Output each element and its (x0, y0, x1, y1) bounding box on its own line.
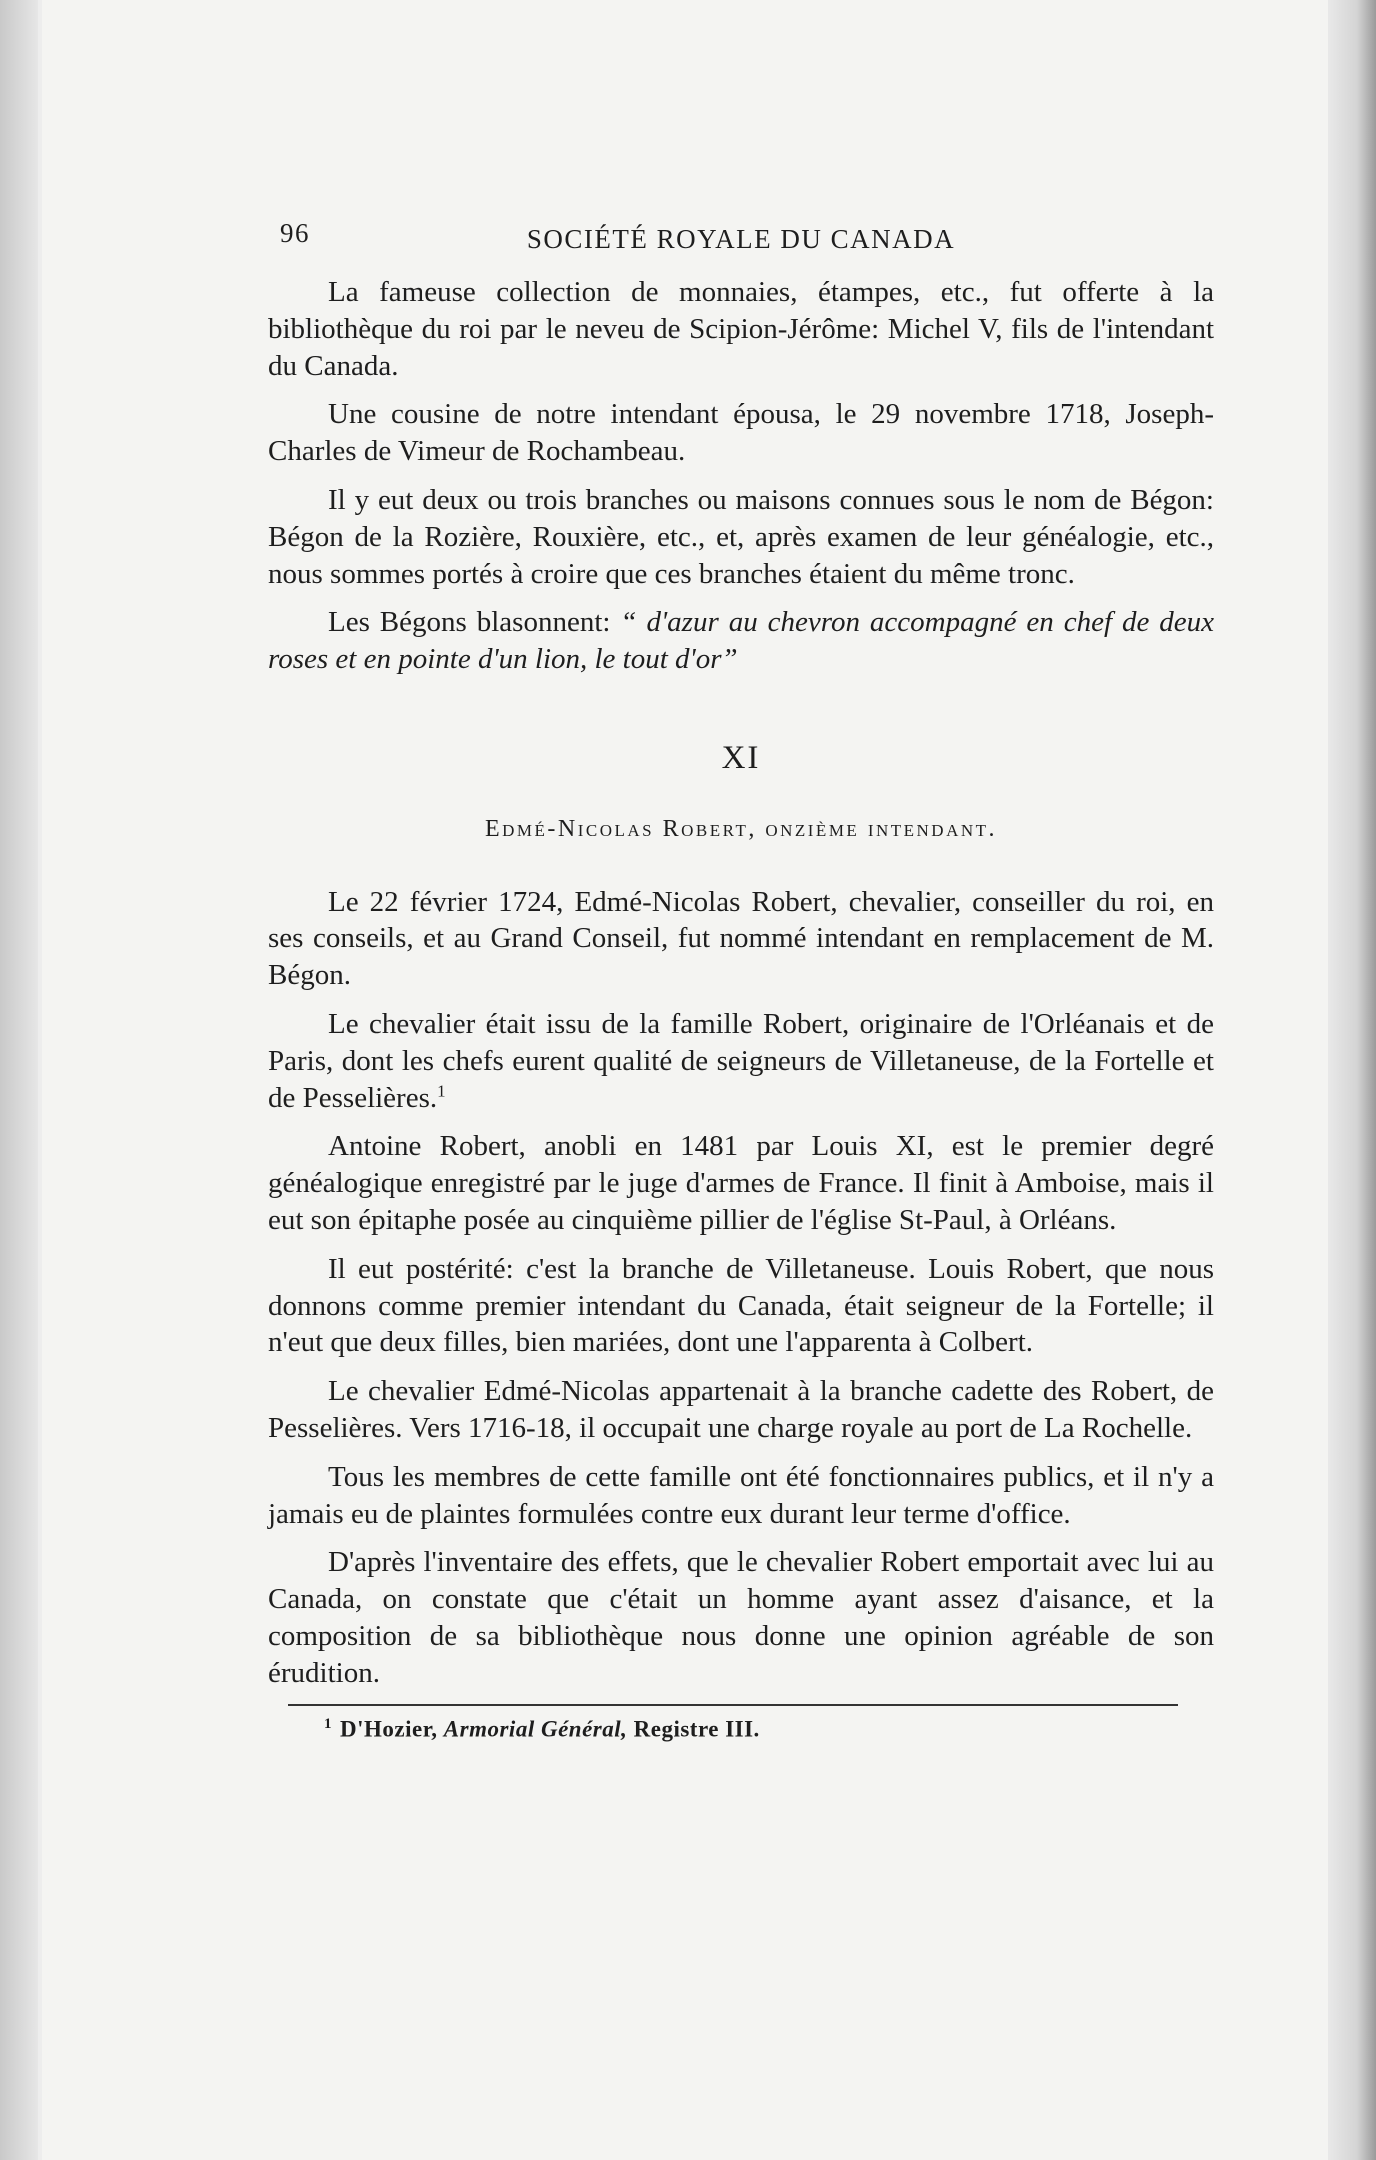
journal-title: SOCIÉTÉ ROYALE DU CANADA (526, 224, 956, 254)
chapter-title: Edmé-Nicolas Robert, onzième intendant. (484, 815, 998, 842)
running-head (268, 214, 1214, 254)
paragraph-branches: Il y eut deux ou trois branches ou maisons connues sous le nom de Bégon: Bégon de la Rozière, Rouxière, etc., et, après examen de leur généalogie, etc., nous sommes portés à croire que ces branches étaient du même tronc. (268, 483, 1214, 590)
page-content (268, 214, 1214, 1742)
paragraph-officials: Tous les membres de cette famille ont été fonctionnaires publics, et il n'y a jamais eu de plaintes formulées contre eux durant leur terme d'office. (268, 1460, 1214, 1530)
paragraph-origin (268, 1006, 1214, 1116)
footnote-marker: 1 (324, 1715, 332, 1732)
footnote-author: D'Hozier, (340, 1716, 444, 1742)
paragraph-antoine: Antoine Robert, anobli en 1481 par Louis XI, est le premier degré généalogique enregistré par le juge d'armes de France. Il finit à Amboise, mais il eut son épitaphe posée au cinquième pillier de l'église St-Paul, à Orléans. (268, 1130, 1214, 1236)
origin-text: Le chevalier était issu de la famille Robert, originaire de l'Orléanais et de Paris, dont les chefs eurent qualité de seigneurs de Villetaneuse, de la Fortelle et de Pesselières. (268, 1007, 1214, 1114)
paragraph-inventory: D'après l'inventaire des effets, que le chevalier Robert emportait avec lui au Canada, on constate que c'était un homme ayant assez d'aisance, et la composition de sa bibliothèque nous donne une opinion agréable de son érudition. (268, 1546, 1214, 1689)
paragraph-cadet-branch: Le chevalier Edmé-Nicolas appartenait à la branche cadette des Robert, de Pesselières. Vers 1716-18, il occupait une charge royale au port de La Rochelle. (268, 1375, 1214, 1444)
scan-right-margin (1328, 0, 1376, 2160)
paragraph-posterity: Il eut postérité: c'est la branche de Villetaneuse. Louis Robert, que nous donnons comme premier intendant du Canada, était seigneur de la Fortelle; il n'eut que deux filles, bien mariées, dont une l'apparenta à Colbert. (268, 1252, 1214, 1359)
scan-left-margin (0, 0, 38, 2160)
blazon-quote: “ d'azur au chevron accompagné en chef de deux roses et en pointe d'un lion, le tout d'or” (268, 606, 1214, 676)
paragraph-blazon (268, 604, 1214, 678)
footnote-rule (288, 1704, 1178, 1706)
page-number: 96 (280, 218, 310, 248)
paragraph-cousin: Une cousine de notre intendant épousa, le 29 novembre 1718, Joseph-Charles de Vimeur de Rochambeau. (268, 398, 1214, 468)
footnote-work: Armorial Général, (443, 1716, 628, 1742)
footnote (324, 1716, 1214, 1743)
book-page (42, 0, 1328, 2160)
footnote-reference: 1 (437, 1080, 446, 1100)
body-text (268, 274, 1214, 1692)
blazon-lead: Les Bégons blasonnent: (328, 606, 621, 639)
chapter-numeral: XI (721, 739, 761, 776)
paragraph-appointment: Le 22 février 1724, Edmé-Nicolas Robert, chevalier, conseiller du roi, en ses conseils, et au Grand Conseil, fut nommé intendant en remplacement de M. Bégon. (268, 885, 1214, 992)
paragraph-collection: La fameuse collection de monnaies, étampes, etc., fut offerte à la bibliothèque du roi par le neveu de Scipion-Jérôme: Michel V, fils de l'intendant du Canada. (268, 276, 1214, 382)
footnote-rest: Registre III. (627, 1716, 760, 1742)
